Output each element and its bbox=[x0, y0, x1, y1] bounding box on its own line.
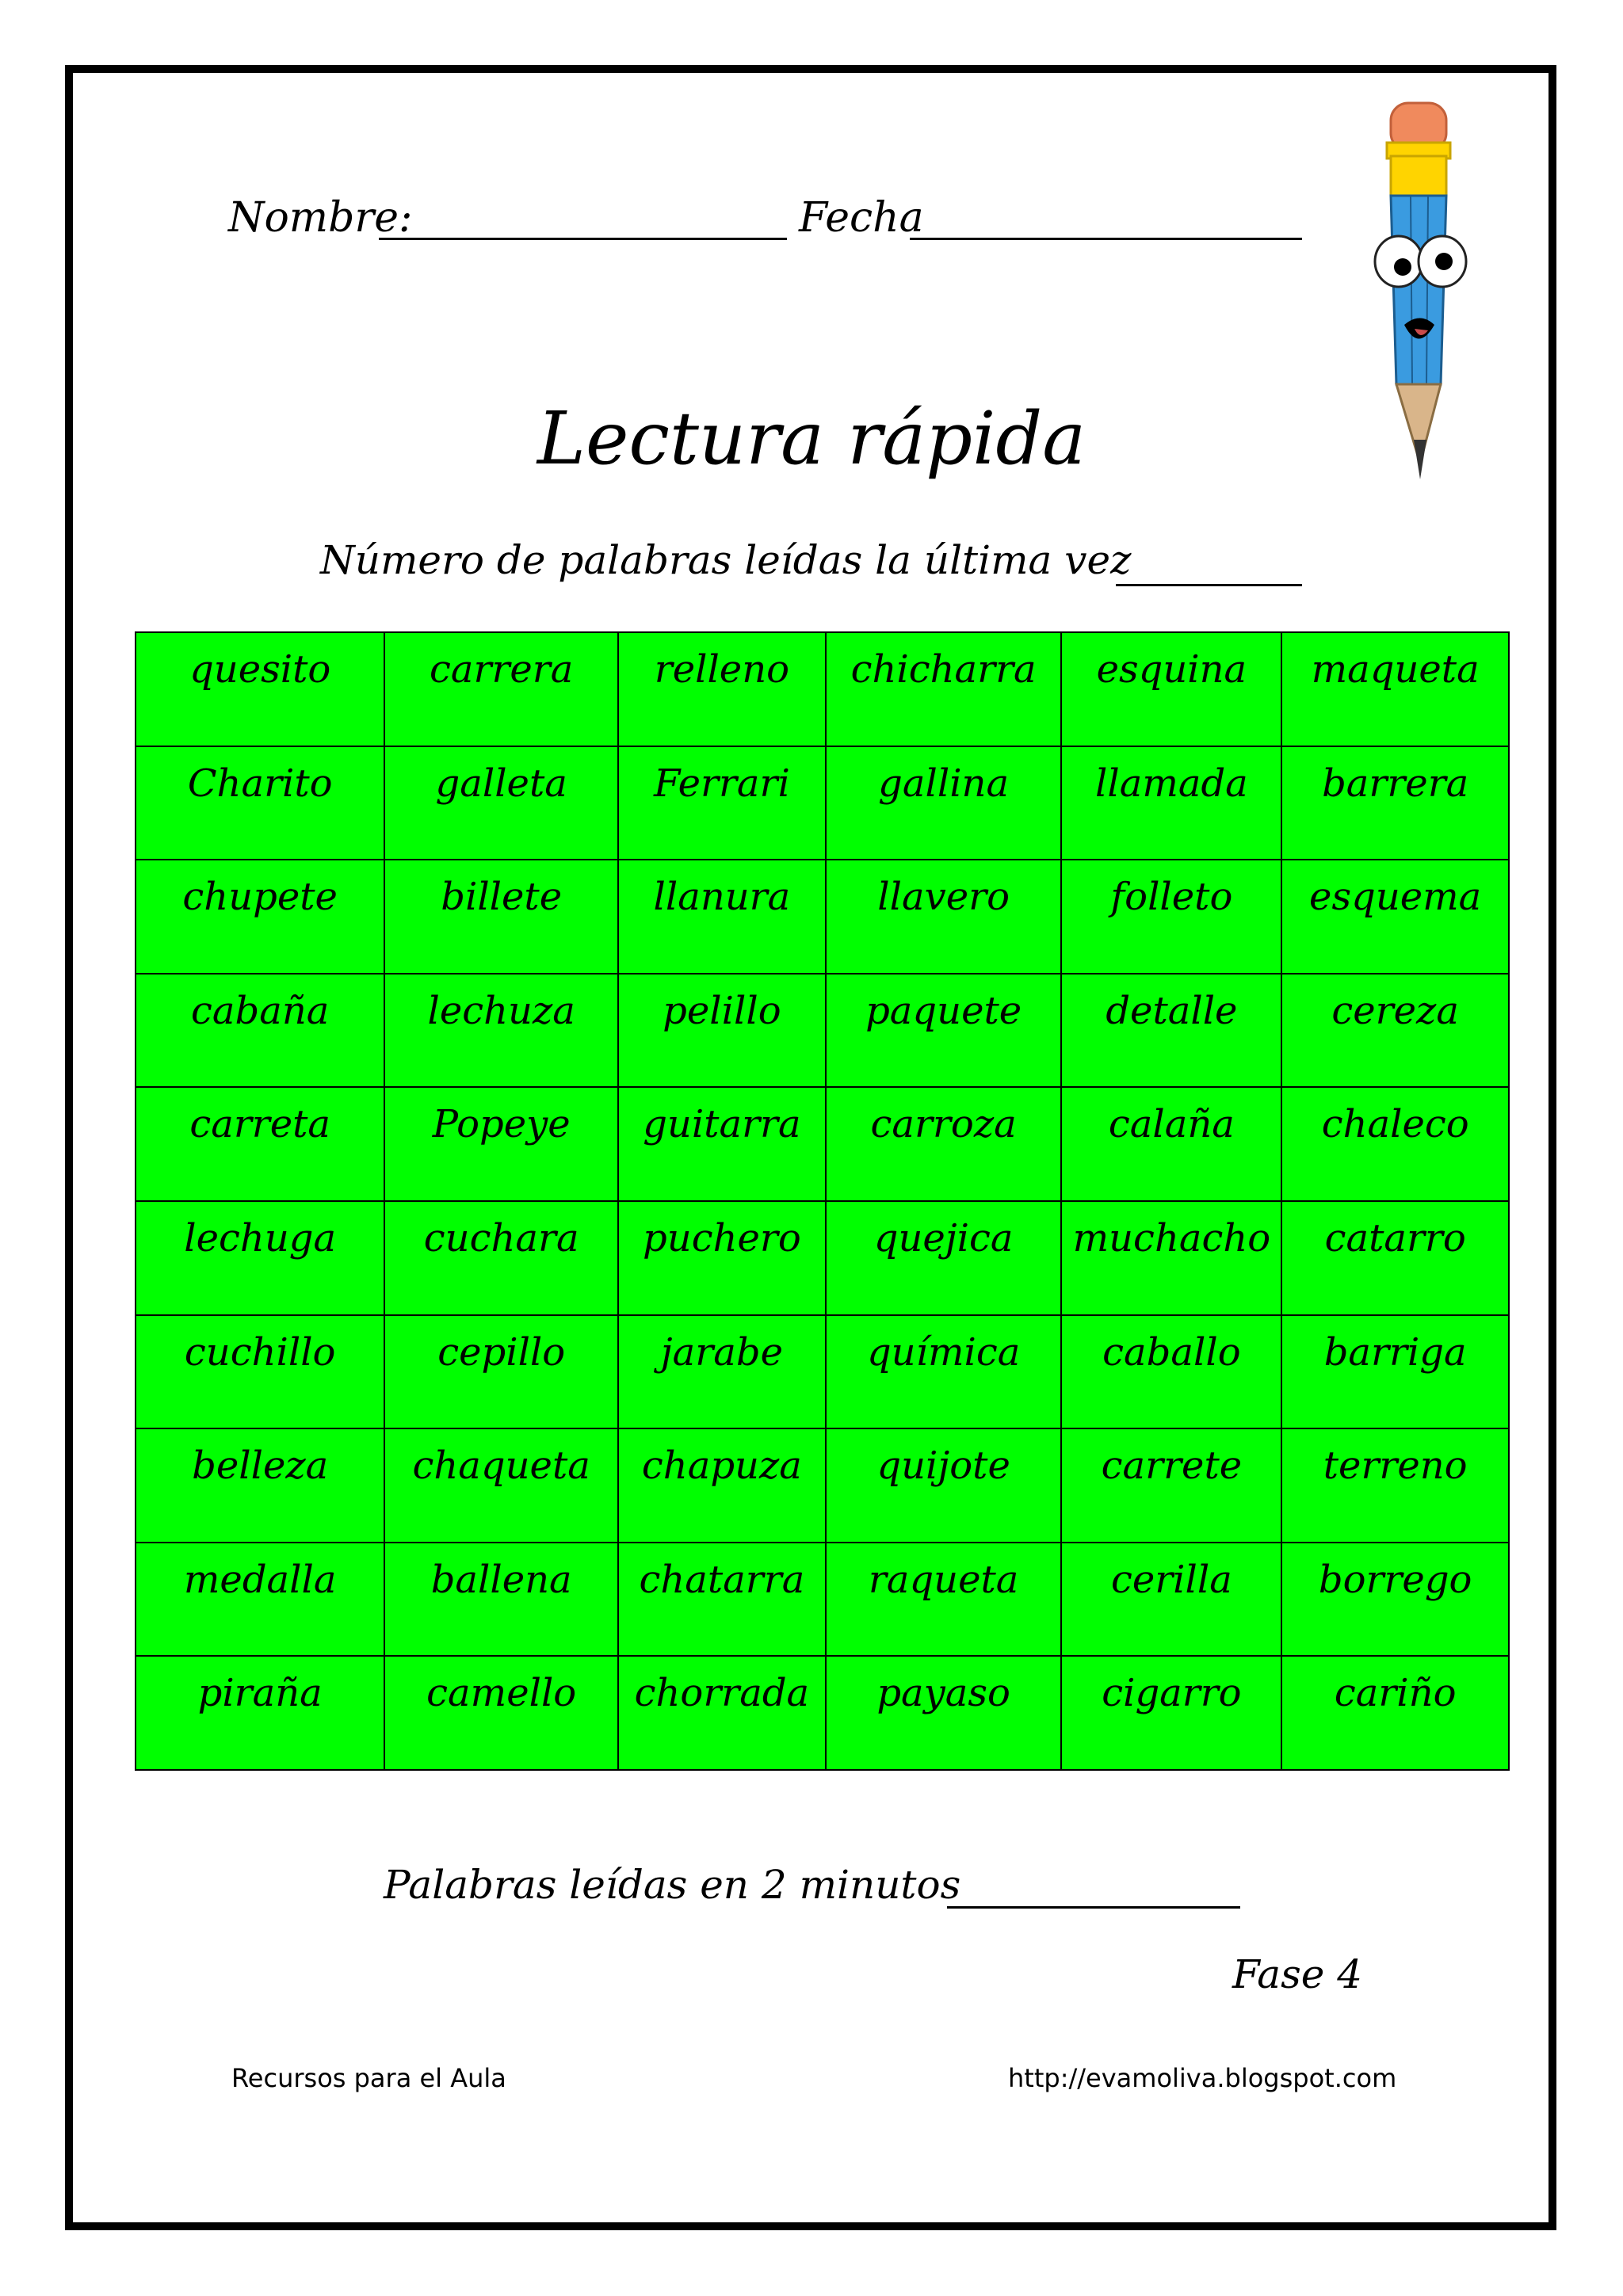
word-cell: belleza bbox=[136, 1428, 384, 1543]
word-cell: barriga bbox=[1281, 1315, 1509, 1429]
word-cell: jarabe bbox=[618, 1315, 826, 1429]
word-cell: puchero bbox=[618, 1201, 826, 1315]
word-cell: galleta bbox=[384, 746, 618, 860]
word-row bbox=[136, 1428, 1509, 1543]
word-row bbox=[136, 746, 1509, 860]
word-cell: ballena bbox=[384, 1543, 618, 1657]
word-cell: barrera bbox=[1281, 746, 1509, 860]
word-row bbox=[136, 974, 1509, 1088]
word-cell: caballo bbox=[1061, 1315, 1281, 1429]
word-row bbox=[136, 1087, 1509, 1201]
word-cell: pelillo bbox=[618, 974, 826, 1088]
word-cell: llavero bbox=[826, 860, 1062, 974]
previous-count-label: Número de palabras leídas la última vez bbox=[320, 537, 1132, 583]
word-cell: chapuza bbox=[618, 1428, 826, 1543]
word-cell: cabaña bbox=[136, 974, 384, 1088]
word-cell: paquete bbox=[826, 974, 1062, 1088]
word-cell: química bbox=[826, 1315, 1062, 1429]
previous-count-field[interactable] bbox=[1116, 584, 1302, 586]
phase-label: Fase 4 bbox=[1232, 1951, 1363, 1997]
word-cell: esquina bbox=[1061, 632, 1281, 746]
word-row bbox=[136, 1543, 1509, 1657]
word-cell: quijote bbox=[826, 1428, 1062, 1543]
word-row bbox=[136, 1656, 1509, 1770]
word-row bbox=[136, 1315, 1509, 1429]
word-cell: calaña bbox=[1061, 1087, 1281, 1201]
word-cell: chatarra bbox=[618, 1543, 826, 1657]
word-cell: catarro bbox=[1281, 1201, 1509, 1315]
word-cell: carreta bbox=[136, 1087, 384, 1201]
word-cell: Ferrari bbox=[618, 746, 826, 860]
word-cell: lechuza bbox=[384, 974, 618, 1088]
read-count-field[interactable] bbox=[947, 1906, 1240, 1909]
word-cell: carrera bbox=[384, 632, 618, 746]
word-cell: chupete bbox=[136, 860, 384, 974]
word-cell: quejica bbox=[826, 1201, 1062, 1315]
word-cell: billete bbox=[384, 860, 618, 974]
word-cell: terreno bbox=[1281, 1428, 1509, 1543]
word-row bbox=[136, 632, 1509, 746]
word-cell: cariño bbox=[1281, 1656, 1509, 1770]
word-cell: chaqueta bbox=[384, 1428, 618, 1543]
word-cell: llanura bbox=[618, 860, 826, 974]
word-cell: chaleco bbox=[1281, 1087, 1509, 1201]
page-title: Lectura rápida bbox=[537, 396, 1086, 481]
word-cell: raqueta bbox=[826, 1543, 1062, 1657]
word-row bbox=[136, 860, 1509, 974]
word-cell: gallina bbox=[826, 746, 1062, 860]
read-count-label: Palabras leídas en 2 minutos bbox=[384, 1862, 961, 1908]
word-cell: folleto bbox=[1061, 860, 1281, 974]
word-cell: cerilla bbox=[1061, 1543, 1281, 1657]
word-cell: muchacho bbox=[1061, 1201, 1281, 1315]
word-cell: detalle bbox=[1061, 974, 1281, 1088]
word-cell: cigarro bbox=[1061, 1656, 1281, 1770]
word-cell: Popeye bbox=[384, 1087, 618, 1201]
word-cell: relleno bbox=[618, 632, 826, 746]
word-cell: medalla bbox=[136, 1543, 384, 1657]
footer-url[interactable]: http://evamoliva.blogspot.com bbox=[1008, 2063, 1397, 2093]
word-cell: cuchara bbox=[384, 1201, 618, 1315]
date-label: Fecha bbox=[799, 194, 924, 242]
word-row bbox=[136, 1201, 1509, 1315]
word-cell: cuchillo bbox=[136, 1315, 384, 1429]
word-cell: carrete bbox=[1061, 1428, 1281, 1543]
word-cell: cereza bbox=[1281, 974, 1509, 1088]
word-cell: borrego bbox=[1281, 1543, 1509, 1657]
name-field[interactable] bbox=[379, 238, 787, 240]
footer-source: Recursos para el Aula bbox=[231, 2063, 506, 2093]
word-cell: guitarra bbox=[618, 1087, 826, 1201]
word-cell: cepillo bbox=[384, 1315, 618, 1429]
date-field[interactable] bbox=[910, 238, 1302, 240]
word-grid bbox=[135, 631, 1510, 1771]
word-cell: esquema bbox=[1281, 860, 1509, 974]
word-cell: lechuga bbox=[136, 1201, 384, 1315]
word-cell: Charito bbox=[136, 746, 384, 860]
word-cell: chorrada bbox=[618, 1656, 826, 1770]
word-cell: payaso bbox=[826, 1656, 1062, 1770]
word-cell: chicharra bbox=[826, 632, 1062, 746]
word-cell: quesito bbox=[136, 632, 384, 746]
word-cell: maqueta bbox=[1281, 632, 1509, 746]
word-cell: llamada bbox=[1061, 746, 1281, 860]
word-cell: camello bbox=[384, 1656, 618, 1770]
word-cell: piraña bbox=[136, 1656, 384, 1770]
name-label: Nombre: bbox=[228, 194, 413, 242]
word-cell: carroza bbox=[826, 1087, 1062, 1201]
